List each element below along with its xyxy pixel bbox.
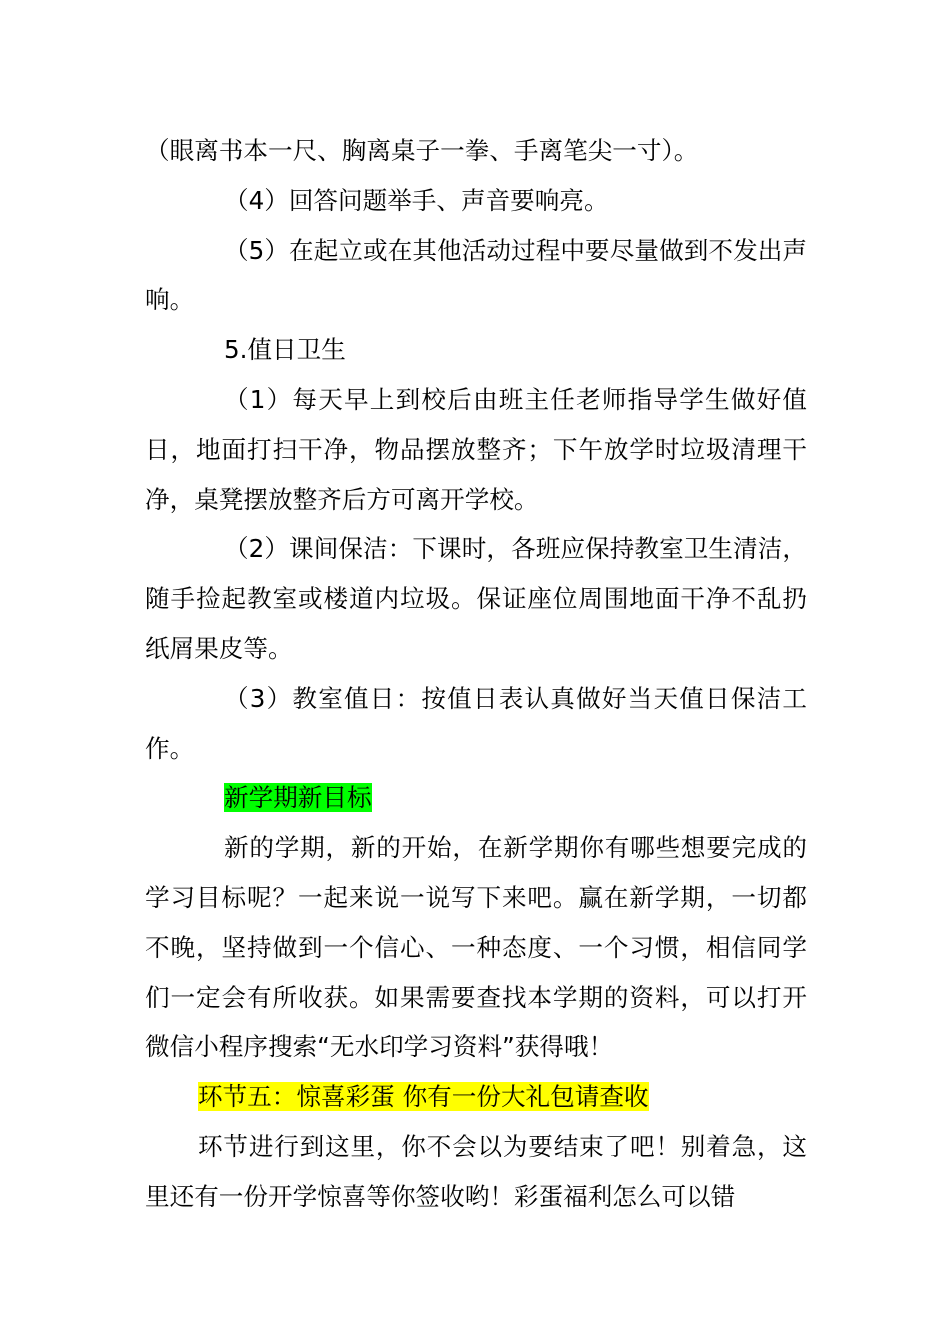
document-page [145,126,807,1222]
paragraph-posture-rule: （眼离书本一尺、胸离桌子一拳、手离笔尖一寸）。 [145,136,699,165]
paragraph-answer-rule: （4）回答问题举手、声音要响亮。 [224,185,609,215]
highlighted-heading-surprise: 环节五：惊喜彩蛋 你有一份大礼包请查收 [198,1082,649,1112]
paragraph-classroom-duty: （3）教室值日：按值日表认真做好当天值日保洁工作。 [145,683,807,763]
section-heading-duty-hygiene: 5.值日卫生 [224,335,346,365]
section-heading-new-goals [145,773,807,823]
paragraph-quiet-rule: （5）在起立或在其他活动过程中要尽量做到不发出声响。 [145,235,807,315]
paragraph-daily-duty: （1）每天早上到校后由班主任老师指导学生做好值日，地面打扫干净，物品摆放整齐；下午放学时垃圾清理干净，桌凳摆放整齐后方可离开学校。 [145,384,807,514]
paragraph-new-goals: 新的学期，新的开始，在新学期你有哪些想要完成的学习目标呢？一起来说一说写下来吧。赢在新学期，一切都不晚，坚持做到一个信心、一种态度、一个习惯，相信同学们一定会有所收获。如果需要查找本学期的资料，可以打开微信小程序搜索“无水印学习资料”获得哦！ [145,833,807,1062]
paragraph-break-cleaning: （2）课间保洁：下课时，各班应保持教室卫生清洁，随手捡起教室或楼道内垃圾。保证座位周围地面干净不乱扔纸屑果皮等。 [145,534,807,663]
section-heading-surprise [145,1072,807,1122]
paragraph-surprise: 环节进行到这里，你不会以为要结束了吧！别着急，这里还有一份开学惊喜等你签收哟！彩蛋福利怎么可以错 [145,1131,807,1211]
highlighted-heading-new-goals: 新学期新目标 [224,783,372,813]
